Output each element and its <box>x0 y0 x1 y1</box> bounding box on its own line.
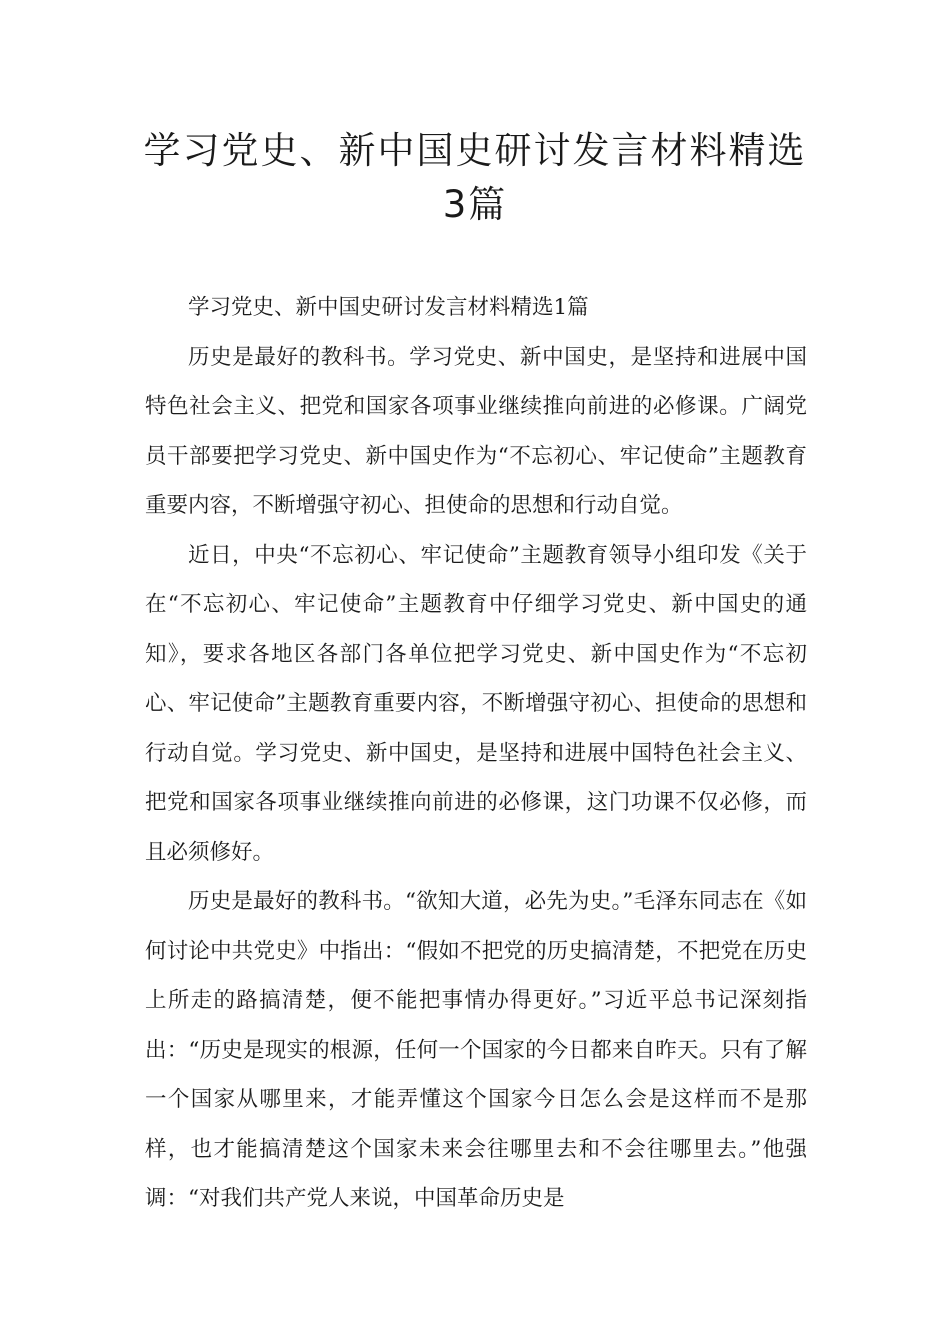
paragraph: 历史是最好的教科书。“欲知大道，必先为史。”毛泽东同志在《如何讨论中共党史》中指出：“假如不把党的历史搞清楚，不把党在历史上所走的路搞清楚，便不能把事情办得更好。”习近平总书记深刻指出：“历史是现实的根源，任何一个国家的今日都来自昨天。只有了解一个国家从哪里来，才能弄懂这个国家今日怎么会是这样而不是那样，也才能搞清楚这个国家未来会往哪里去和不会往哪里去。”他强调：“对我们共产党人来说，中国革命历史是 <box>145 889 807 1211</box>
title-line-1: 学习党史、新中国史研讨发言材料精选 <box>143 129 807 172</box>
document-body <box>145 283 807 1224</box>
paragraph: 近日，中央“不忘初心、牢记使命”主题教育领导小组印发《关于在“不忘初心、牢记使命”主题教育中仔细学习党史、新中国史的通知》，要求各地区各部门各单位把学习党史、新中国史作为“不忘初心、牢记使命”主题教育重要内容，不断增强守初心、担使命的思想和行动自觉。学习党史、新中国史，是坚持和进展中国特色社会主义、把党和国家各项事业继续推向前进的必修课，这门功课不仅必修，而且必须修好。 <box>145 542 807 865</box>
title-line-2: 3篇 <box>442 183 508 226</box>
section-heading: 学习党史、新中国史研讨发言材料精选1篇 <box>188 295 589 320</box>
document-title <box>100 124 850 232</box>
paragraph: 历史是最好的教科书。学习党史、新中国史，是坚持和进展中国特色社会主义、把党和国家各项事业继续推向前进的必修课。广阔党员干部要把学习党史、新中国史作为“不忘初心、牢记使命”主题教育重要内容，不断增强守初心、担使命的思想和行动自觉。 <box>145 344 807 518</box>
